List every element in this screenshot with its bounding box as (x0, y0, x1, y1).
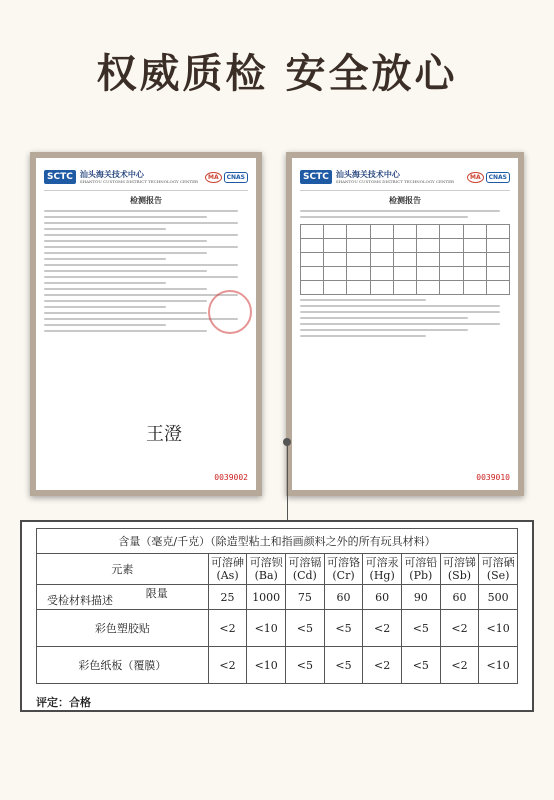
table-cell: <10 (247, 647, 286, 684)
table-cell: <5 (324, 647, 363, 684)
text-line (300, 210, 500, 212)
cnas-badge-icon: CNAS (224, 172, 248, 183)
center-name-en: SHANTOU CUSTOMS DISTRICT TECHNOLOGY CENTER (79, 179, 199, 184)
mini-result-table (300, 224, 510, 295)
material-name: 彩色纸板（覆膜） (37, 647, 209, 684)
text-line (44, 252, 207, 254)
text-line (44, 282, 166, 284)
limit-value: 60 (440, 585, 479, 610)
heavy-metal-table (36, 528, 518, 684)
column-symbol: (Hg) (369, 569, 395, 582)
ma-badge-icon: MA (205, 172, 222, 183)
limit-value: 60 (324, 585, 363, 610)
certificate-frame-right (286, 152, 524, 496)
text-line (300, 216, 468, 218)
text-line (44, 306, 166, 308)
text-line (44, 294, 238, 296)
column-name: 可溶铅 (404, 556, 438, 569)
column-name: 可溶铬 (327, 556, 360, 569)
limit-label: 限量 (145, 587, 168, 600)
table-title: 含量（毫克/千克）（除造型粘土和指画颜料之外的所有玩具材料） (37, 529, 518, 554)
certificate-header (300, 164, 510, 191)
certificate-frame-left (30, 152, 262, 496)
table-cell: <2 (440, 610, 479, 647)
column-name: 可溶锑 (442, 556, 476, 569)
center-name: 汕头海关技术中心 (79, 169, 144, 179)
center-name-en: SHANTOU CUSTOMS DISTRICT TECHNOLOGY CENTER (335, 179, 455, 184)
column-header (401, 554, 440, 585)
table-cell: <10 (247, 610, 286, 647)
limit-value: 90 (401, 585, 440, 610)
table-row (37, 610, 518, 647)
serial-number: 0039010 (476, 473, 510, 482)
sctc-logo: SCTC (300, 170, 332, 184)
text-line (44, 228, 166, 230)
limit-row (37, 585, 518, 610)
text-line (44, 300, 207, 302)
table-row (37, 647, 518, 684)
text-line (44, 234, 238, 236)
accreditation-badges (205, 172, 248, 183)
element-header-row (37, 554, 518, 585)
certificate-header (44, 164, 248, 191)
table-cell: <5 (286, 610, 325, 647)
ma-badge-icon: MA (467, 172, 484, 183)
element-label: 元素 (37, 554, 209, 585)
text-line (44, 258, 166, 260)
text-line (44, 222, 238, 224)
limit-value: 60 (363, 585, 402, 610)
serial-number: 0039002 (214, 473, 248, 482)
text-line (300, 299, 426, 301)
verdict-text: 评定：合格 (36, 696, 91, 709)
material-name: 彩色塑胶贴 (37, 610, 209, 647)
column-symbol: (As) (216, 569, 239, 582)
table-cell: <5 (286, 647, 325, 684)
limit-value: 500 (479, 585, 518, 610)
signature: 王澄 (146, 424, 182, 445)
certificate-page-left (36, 158, 256, 490)
sctc-logo: SCTC (44, 170, 76, 184)
column-header (440, 554, 479, 585)
text-line (300, 323, 500, 325)
text-line (300, 311, 500, 313)
column-symbol: (Sb) (447, 569, 472, 582)
text-line (300, 317, 468, 319)
text-line (44, 288, 207, 290)
center-name: 汕头海关技术中心 (335, 169, 400, 179)
text-line (44, 240, 207, 242)
column-header (363, 554, 402, 585)
text-line (44, 324, 166, 326)
table-cell: <2 (440, 647, 479, 684)
seal-stamp-icon (208, 290, 252, 334)
text-line (44, 246, 238, 248)
connector-line (287, 442, 288, 526)
table-cell: <5 (324, 610, 363, 647)
table-cell: <10 (479, 610, 518, 647)
sample-label: 受检材料描述 (47, 594, 113, 607)
column-symbol: (Pb) (409, 569, 433, 582)
column-header (479, 554, 518, 585)
text-line (44, 330, 207, 332)
certificate-page-right (292, 158, 518, 490)
column-symbol: (Ba) (254, 569, 278, 582)
text-line (300, 335, 426, 337)
column-name: 可溶镉 (288, 556, 322, 569)
table-cell: <2 (363, 647, 402, 684)
column-name: 可溶砷 (211, 556, 245, 569)
text-line (44, 210, 238, 212)
column-header (247, 554, 286, 585)
column-symbol: (Cd) (292, 569, 317, 582)
zoomed-result-panel (20, 520, 534, 712)
limit-value: 75 (286, 585, 325, 610)
column-name: 可溶钡 (249, 556, 283, 569)
table-cell: <2 (208, 610, 247, 647)
table-cell: <10 (479, 647, 518, 684)
cnas-badge-icon: CNAS (486, 172, 510, 183)
table-cell: <5 (401, 610, 440, 647)
text-line (44, 270, 207, 272)
text-line (44, 276, 238, 278)
page-headline: 权威质检 安全放心 (96, 51, 458, 97)
table-cell: <2 (208, 647, 247, 684)
limit-value: 25 (208, 585, 247, 610)
text-line (300, 329, 468, 331)
report-title: 检测报告 (130, 195, 162, 205)
text-line (44, 264, 238, 266)
table-cell: <5 (401, 647, 440, 684)
text-line (44, 312, 207, 314)
column-header (324, 554, 363, 585)
column-symbol: (Cr) (332, 569, 355, 582)
limit-sample-label (37, 585, 209, 610)
text-line (300, 305, 500, 307)
accreditation-badges (467, 172, 510, 183)
column-header (286, 554, 325, 585)
report-title: 检测报告 (389, 195, 421, 205)
column-name: 可溶硒 (481, 556, 515, 569)
column-symbol: (Se) (486, 569, 510, 582)
table-cell: <2 (363, 610, 402, 647)
limit-value: 1000 (247, 585, 286, 610)
text-line (44, 216, 207, 218)
column-header (208, 554, 247, 585)
column-name: 可溶汞 (365, 556, 399, 569)
